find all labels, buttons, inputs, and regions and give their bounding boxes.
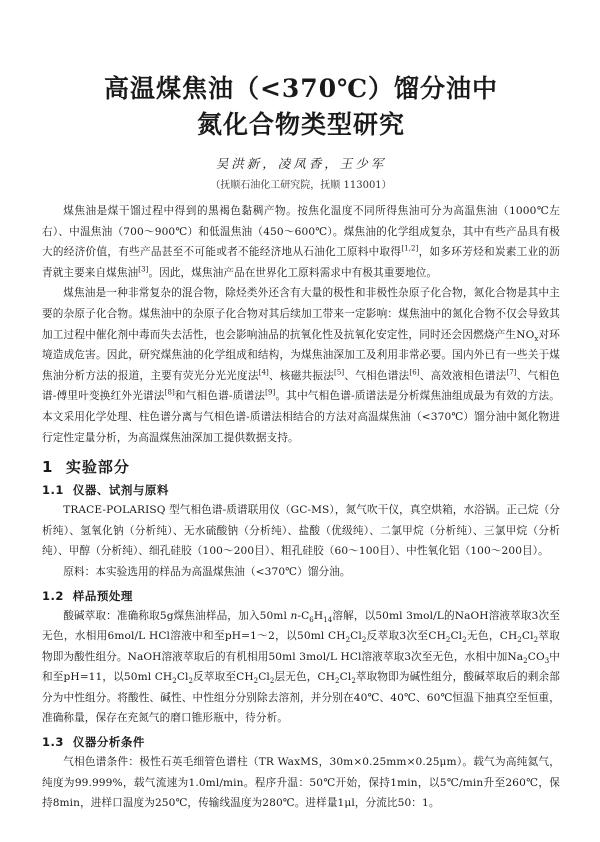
instrument-conditions-paragraph: 气相色谱条件：极性石英毛细管色谱柱（TR WaxMS，30m×0.25mm×0.25μm）。载气为高纯氦气，纯度为99.999%，载气流速为1.0ml/min。程序升温：50℃开始，保持1min，以5℃/min升至260℃，保持8min，进样口温度为250℃，传输线温度为280℃。进样量1μl，分流比50：1。 — [42, 756, 560, 810]
citation: [3] — [138, 265, 149, 274]
affiliation: （抚顺石油化工研究院，抚顺 113001） — [210, 180, 392, 191]
subsection-heading-1-3: 1.3 仪器分析条件 — [42, 735, 145, 750]
title-line-1: 高温煤焦油（<370℃）馏分油中 — [103, 74, 499, 103]
citation: [7] — [506, 368, 517, 377]
citation: [1,2] — [401, 244, 419, 253]
pretreatment-paragraph: 酸碱萃取：准确称取5g煤焦油样品，加入50ml $n-C_6H_{14}$溶解，以50ml 3mol/L的NaOH溶液萃取3次至无色，水相用6mol/L HCl溶液中和至pH=1～2，以50ml $CH_2Cl_2$反萃取3次至$CH_2Cl_2$无色，$CH_2Cl_2$萃取物即为酸性组分。NaOH溶液萃取后的有机相用50ml 3mol/L HCl溶液萃取3次至无色，水相中加$Na_2CO_3$中和至pH=11，以50ml $CH_2Cl_2$反萃取至$CH_2Cl_2$层无色，$CH_2Cl_2$萃取物即为碱性组分，酸碱萃取后的剩余部分为中性组分。将酸性、碱性、中性组分分别除去溶剂，并分别在40℃、40℃、60℃恒温下抽真空至恒重，准确称量，保存在充氮气的磨口锥形瓶中，待分析。 — [42, 609, 561, 725]
citation: [4] — [258, 368, 269, 377]
citation: [9] — [265, 388, 276, 397]
subsection-heading-1-1: 1.1 仪器、试剂与原料 — [42, 483, 169, 498]
title-line-2: 氮化合物类型研究 — [196, 110, 405, 139]
materials-paragraph: TRACE-POLARISQ 型气相色谱-质谱联用仪（GC-MS），氮气吹干仪，真空烘箱，水浴锅。正己烷（分析纯）、氢氧化钠（分析纯）、无水硫酸钠（分析纯）、盐酸（优级纯）、二氯甲烷（分析纯）、三氯甲烷（分析纯）、甲醇（分析纯）、细孔硅胶（100～200目）、粗孔硅胶（60～100目）、中性氧化铝（100～200目）。 — [42, 504, 560, 558]
section-heading-1: 1 实验部分 — [42, 458, 130, 477]
citation: [6] — [409, 368, 420, 377]
citation: [8] — [164, 388, 175, 397]
raw-material-paragraph: 原料：本实验选用的样品为高温煤焦油（<370℃）馏分油。 — [63, 565, 351, 578]
document-page — [0, 72, 600, 842]
authors: 吴洪新，凌凤香，王少军 — [215, 156, 387, 171]
intro-paragraph-2: 煤焦油是一种非常复杂的混合物，除烃类外还含有大量的极性和非极性杂原子化合物，氮化合物是其中主要的杂原子化合物。煤焦油中的杂原子化合物对其后续加工带来一定影响：煤焦油中的氮化合物不仅会导致其加工过程中催化剂中毒而失去活性，也会影响油品的抗氧化性及抗氧化安定性，同时还会因燃烧产生$NO_x$对环境造成危害。因此，研究煤焦油的化学组成和结构，为煤焦油深加工及利用非常必要。国内外已有一些关于煤焦油分析方法的报道，主要有荧光分光光度法[4]、核磁共振法[5]、气相色谱法[6]、高效液相色谱法[7]、气相色谱-傅里叶变换红外光谱法[8]和气相色谱-质谱法[9]。其中气相色谱-质谱法是分析煤焦油组成最为有效的方法。本文采用化学处理、柱色谱分离与气相色谱-质谱法相结合的方法对高温煤焦油（<370℃）馏分油中氮化物进行定性定量分析，为高温煤焦油深加工提供数据支持。 — [42, 287, 560, 444]
citation: [5] — [334, 368, 345, 377]
intro-paragraph-1: 煤焦油是煤干馏过程中得到的黑褐色黏稠产物。按焦化温度不同所得焦油可分为高温焦油（1000℃左右）、中温焦油（700～900℃）和低温焦油（450～600℃）。煤焦油的化学组成复杂，其中有些产品具有极大的经济价值，有些产品甚至不可能或者不能经济地从石油化工原料中取得[1,2]，如多环芳烃和炭素工业的沥青就主要来自煤焦油[3]。因此，煤焦油产品在世界化工原料需求中有极其重要地位。 — [42, 205, 560, 279]
subsection-heading-1-2: 1.2 样品预处理 — [42, 588, 133, 603]
paper-title — [42, 72, 560, 142]
